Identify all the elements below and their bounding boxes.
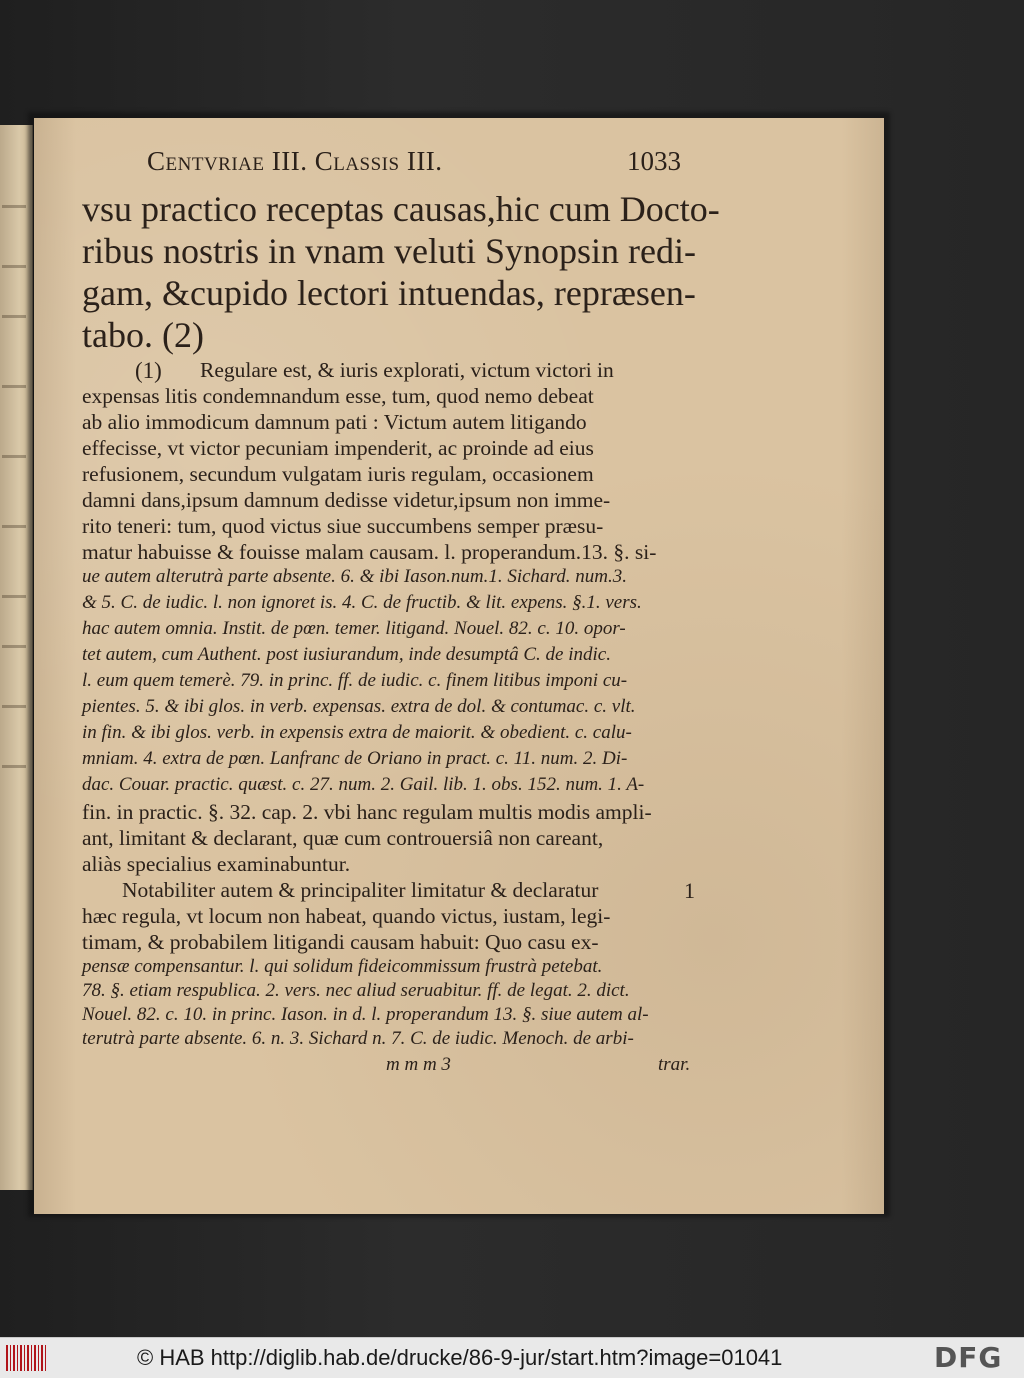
body-line: matur habuisse & fouisse malam causam. l. properandum.13. §. si- bbox=[82, 540, 657, 564]
citation-line: mniam. 4. extra de pœn. Lanfranc de Oriano in pract. c. 11. num. 2. Di- bbox=[82, 748, 628, 769]
book-page bbox=[34, 118, 884, 1214]
citation-line: Nouel. 82. c. 10. in princ. Iason. in d. l. properandum 13. §. siue autem al- bbox=[82, 1004, 649, 1025]
lead-line: vsu practico receptas causas,hic cum Docto- bbox=[82, 189, 720, 229]
citation-line: & 5. C. de iudic. l. non ignoret is. 4. C. de fructib. & lit. expens. §.1. vers. bbox=[82, 592, 642, 613]
citation-line: 78. §. etiam respublica. 2. vers. nec aliud seruabitur. ff. de legat. 2. dict. bbox=[82, 980, 630, 1001]
citation-line: pientes. 5. & ibi glos. in verb. expensas. extra de dol. & contumac. c. vlt. bbox=[82, 696, 636, 717]
body-line: effecisse, vt victor pecuniam impenderit, ac proinde ad eius bbox=[82, 436, 594, 460]
body-line: refusionem, secundum vulgatam iuris regulam, occasionem bbox=[82, 462, 594, 486]
hab-barcode-icon[interactable] bbox=[6, 1345, 46, 1371]
citation-line: dac. Couar. practic. quæst. c. 27. num. 2. Gail. lib. 1. obs. 152. num. 1. A- bbox=[82, 774, 645, 795]
body-line: Regulare est, & iuris explorati, victum victori in bbox=[200, 358, 614, 382]
lead-line: ribus nostris in vnam veluti Synopsin redi- bbox=[82, 231, 696, 271]
citation-line: ue autem alterutrà parte absente. 6. & ibi Iason.num.1. Sichard. num.3. bbox=[82, 566, 627, 587]
catchword: trar. bbox=[658, 1054, 691, 1075]
citation-line: in fin. & ibi glos. verb. in expensis extra de maiorit. & obedient. c. calu- bbox=[82, 722, 632, 743]
lead-line: gam, &cupido lectori intuendas, repræsen- bbox=[82, 273, 696, 313]
body-line: aliàs specialius examinabuntur. bbox=[82, 852, 351, 876]
citation-line: hac autem omnia. Instit. de pœn. temer. litigand. Nouel. 82. c. 10. opor- bbox=[82, 618, 626, 639]
citation-line: pensæ compensantur. l. qui solidum fideicommissum frustrà petebat. bbox=[82, 956, 603, 977]
lead-line: tabo. (2) bbox=[82, 315, 204, 355]
copyright-link[interactable]: © HAB http://diglib.hab.de/drucke/86-9-jur/start.htm?image=01041 bbox=[137, 1345, 783, 1370]
footnote-label: (1) bbox=[135, 358, 162, 383]
citation-line: l. eum quem temerè. 79. in princ. ff. de iudic. c. finem litibus imponi cu- bbox=[82, 670, 628, 691]
citation-line: terutrà parte absente. 6. n. 3. Sichard n. 7. C. de iudic. Menoch. de arbi- bbox=[82, 1028, 634, 1049]
dfg-logo[interactable]: DFG bbox=[934, 1341, 1003, 1374]
margin-number: 1 bbox=[684, 878, 695, 903]
signature-mark: m m m 3 bbox=[386, 1054, 451, 1075]
running-head: Centvriae III. Classis III. bbox=[147, 146, 443, 176]
body-line: fin. in practic. §. 32. cap. 2. vbi hanc regulam multis modis ampli- bbox=[82, 800, 652, 824]
body-line: hæc regula, vt locum non habeat, quando victus, iustam, legi- bbox=[82, 904, 611, 928]
footer-bar bbox=[0, 1337, 1024, 1378]
body-line: rito teneri: tum, quod victus siue succumbens semper præsu- bbox=[82, 514, 604, 538]
body-line: timam, & probabilem litigandi causam habuit: Quo casu ex- bbox=[82, 930, 599, 954]
body-line: expensas litis condemnandum esse, tum, quod nemo debeat bbox=[82, 384, 594, 408]
body-line: ab alio immodicum damnum pati : Victum autem litigando bbox=[82, 410, 587, 434]
body-line: ant, limitant & declarant, quæ cum controuersiâ non careant, bbox=[82, 826, 604, 850]
page-number: 1033 bbox=[627, 146, 681, 176]
citation-line: tet autem, cum Authent. post iusiurandum, inde desumptâ C. de indic. bbox=[82, 644, 611, 665]
paragraph-first-line: Notabiliter autem & principaliter limitatur & declaratur bbox=[122, 878, 599, 902]
body-line: damni dans,ipsum damnum dedisse videtur,ipsum non imme- bbox=[82, 488, 611, 512]
